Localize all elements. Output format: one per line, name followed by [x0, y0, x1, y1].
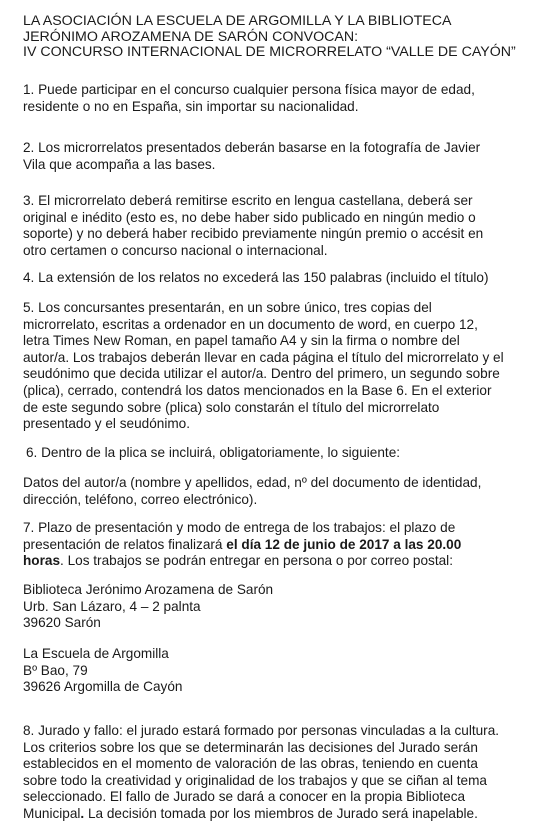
- rule-line: establecidos en el momento de valoración de las obras, teniendo en cuenta: [23, 756, 478, 772]
- rule-line: [23, 553, 528, 570]
- rule-6: [26, 445, 531, 462]
- rule-line: original e inédito (esto es, no debe haber sido publicado en ningún medio o: [23, 209, 476, 225]
- document-header: [23, 14, 528, 61]
- header-line: LA ASOCIACIÓN LA ESCUELA DE ARGOMILLA Y LA BIBLIOTECA: [23, 13, 452, 29]
- rule-line: dirección, teléfono, correo electrónico).: [23, 491, 258, 507]
- address-escuela: [23, 646, 528, 696]
- rule-line: microrrelato, escritas a ordenador en un documento de word, en cuerpo 12,: [23, 316, 478, 332]
- rule-line: seudónimo que decida utilizar el autor/a. Dentro del primero, un segundo sobre: [23, 366, 500, 382]
- header-line: IV CONCURSO INTERNACIONAL DE MICRORRELATO “VALLE DE CAYÓN”: [23, 44, 516, 60]
- rule-line: presentado y el seudónimo.: [23, 416, 191, 432]
- rule-line: (plica), cerrado, contendrá los datos mencionados en la Base 6. En el exterior: [23, 382, 492, 398]
- rule-5: [23, 300, 528, 433]
- rule-line: [23, 537, 528, 554]
- rule-text: La decisión tomada por los miembros de Jurado será inapelable.: [84, 805, 478, 821]
- address-line: Bº Bao, 79: [23, 662, 88, 678]
- rule-line: Los criterios sobre los que se determinarán las decisiones del Jurado serán: [23, 739, 478, 755]
- address-biblioteca: [23, 582, 528, 632]
- deadline-text: el día 12 de junio de 2017 a las 20.00: [226, 536, 462, 552]
- rule-text: presentación de relatos finalizará: [23, 536, 227, 552]
- rule-line: otro certamen o concurso nacional o internacional.: [23, 242, 328, 258]
- address-line: La Escuela de Argomilla: [23, 646, 169, 661]
- rule-3: [23, 193, 528, 259]
- rule-line: seleccionado. El fallo de Jurado se dará a conocer en la propia Biblioteca: [23, 789, 466, 805]
- rule-line: Vila que acompaña a las bases.: [23, 156, 216, 172]
- rule-line: sobre todo la creatividad y originalidad de los trabajos y que se ciñan al tema: [23, 772, 487, 788]
- rule-line: de este segundo sobre (plica) solo constarán el título del microrrelato: [23, 399, 440, 415]
- rule-line: letra Times New Roman, en papel tamaño A4 y sin la firma o nombre del: [23, 333, 460, 349]
- rule-text: . Los trabajos se podrán entregar en persona o por correo postal:: [60, 553, 453, 569]
- address-line: 39626 Argomilla de Cayón: [23, 679, 183, 695]
- rule-7: [23, 520, 528, 570]
- rule-line: 2. Los microrrelatos presentados deberán basarse en la fotografía de Javier: [23, 140, 481, 155]
- rule-1: [23, 82, 528, 115]
- rule-6-details: [23, 475, 528, 508]
- rule-line: autor/a. Los trabajos deberán llevar en cada página el título del microrrelato y el: [23, 349, 504, 365]
- header-line: JERÓNIMO AROZAMENA DE SARÓN CONVOCAN:: [23, 28, 359, 45]
- rule-line: 3. El microrrelato deberá remitirse escrito en lengua castellana, deberá ser: [23, 193, 473, 208]
- deadline-text: horas: [23, 553, 61, 569]
- rule-line: 4. La extensión de los relatos no excederá las 150 palabras (incluido el título): [23, 270, 489, 285]
- rule-line: [23, 806, 528, 823]
- rule-4: [23, 270, 528, 287]
- rule-text: .: [80, 805, 85, 821]
- address-line: Urb. San Lázaro, 4 – 2 palnta: [23, 598, 201, 614]
- rule-2: [23, 140, 528, 173]
- rule-line: 6. Dentro de la plica se incluirá, obligatoriamente, lo siguiente:: [26, 445, 401, 460]
- rule-line: 1. Puede participar en el concurso cualquier persona física mayor de edad,: [23, 82, 475, 97]
- address-line: Biblioteca Jerónimo Arozamena de Sarón: [23, 582, 274, 597]
- rule-text: Municipal: [23, 805, 81, 821]
- rule-line: soporte) y no deberá haber recibido previamente ningún premio o accésit en: [23, 226, 484, 242]
- rule-8: [23, 723, 528, 823]
- rule-line: Datos del autor/a (nombre y apellidos, edad, nº del documento de identidad,: [23, 475, 482, 490]
- rule-line: residente o no en España, sin importar su nacionalidad.: [23, 98, 359, 114]
- rule-line: 8. Jurado y fallo: el jurado estará formado por personas vinculadas a la cultura.: [23, 723, 500, 738]
- address-line: 39620 Sarón: [23, 615, 101, 631]
- rule-line: 5. Los concursantes presentarán, en un sobre único, tres copias del: [23, 300, 432, 315]
- rule-line: 7. Plazo de presentación y modo de entrega de los trabajos: el plazo de: [23, 520, 456, 535]
